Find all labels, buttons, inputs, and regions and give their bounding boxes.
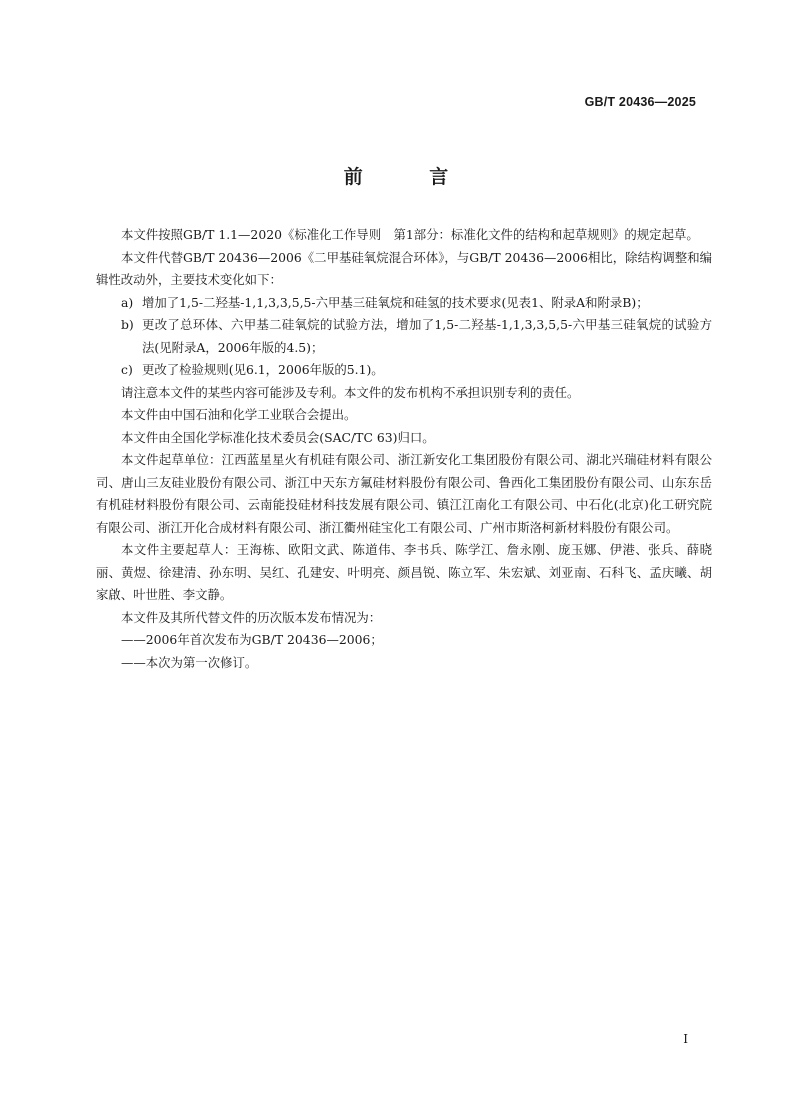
list-item-marker: a) xyxy=(121,294,134,310)
page-title: 前 言 xyxy=(343,166,479,188)
list-item xyxy=(96,292,712,315)
list-item xyxy=(96,359,712,382)
list-item-text: 更改了检验规则(见6.1，2006年版的5.1)。 xyxy=(142,362,384,377)
page-number: I xyxy=(683,1032,688,1046)
paragraph-replacement: 本文件代替GB/T 20436—2006《二甲基硅氧烷混合环体》，与GB/T 20436—2006相比，除结构调整和编辑性改动外，主要技术变化如下： xyxy=(96,249,712,287)
paragraph-proposer: 本文件由中国石油和化学工业联合会提出。 xyxy=(121,407,357,422)
list-item-marker: b) xyxy=(121,317,134,332)
list-item-marker: c) xyxy=(121,362,133,377)
history-item: ——2006年首次发布为GB/T 20436—2006； xyxy=(121,632,383,647)
paragraph-drafting-units: 本文件起草单位：江西蓝星星火有机硅有限公司、浙江新安化工集团股份有限公司、湖北兴瑞硅材料有限公司、唐山三友硅业股份有限公司、浙江中天东方氟硅材料股份有限公司、鲁西化工集团股份有限公司、山东东岳有机硅材料股份有限公司、云南能投硅材科技发展有限公司、镇江江南化工有限公司、中石化(北京)化工研究院有限公司、浙江开化合成材料有限公司、浙江衢州硅宝化工有限公司、广州市斯洛柯新材料股份有限公司。 xyxy=(96,452,712,535)
paragraph-drafters: 本文件主要起草人：王海栋、欧阳文武、陈道伟、李书兵、陈学江、詹永刚、庞玉娜、伊港、张兵、薛晓丽、黄煜、徐建清、孙东明、吴红、孔建安、叶明亮、颜昌锐、陈立军、朱宏斌、刘亚南、石科飞、孟庆曦、胡家啟、叶世胜、李文静。 xyxy=(96,542,712,602)
paragraph-drafting-rules: 本文件按照GB/T 1.1—2020《标准化工作导则 第1部分：标准化文件的结构和起草规则》的规定起草。 xyxy=(121,227,699,242)
paragraph-committee: 本文件由全国化学标准化技术委员会(SAC/TC 63)归口。 xyxy=(121,429,435,445)
paragraph-history-intro: 本文件及其所代替文件的历次版本发布情况为： xyxy=(121,609,382,625)
document-code: GB/T 20436—2025 xyxy=(584,95,696,109)
history-item: ——本次为第一次修订。 xyxy=(121,654,258,670)
paragraph-patent-notice: 请注意本文件的某些内容可能涉及专利。本文件的发布机构不承担识别专利的责任。 xyxy=(121,384,580,400)
foreword-body xyxy=(96,224,712,674)
list-item-text: 增加了1,5-二羟基-1,1,3,3,5,5-六甲基三硅氧烷和硅氢的技术要求(见表1、附录A和附录B)； xyxy=(142,294,649,310)
list-item-text: 更改了总环体、六甲基二硅氧烷的试验方法，增加了1,5-二羟基-1,1,3,3,5,5-六甲基三硅氧烷的试验方法(见附录A，2006年版的4.5)； xyxy=(142,317,712,355)
list-item xyxy=(96,314,712,359)
